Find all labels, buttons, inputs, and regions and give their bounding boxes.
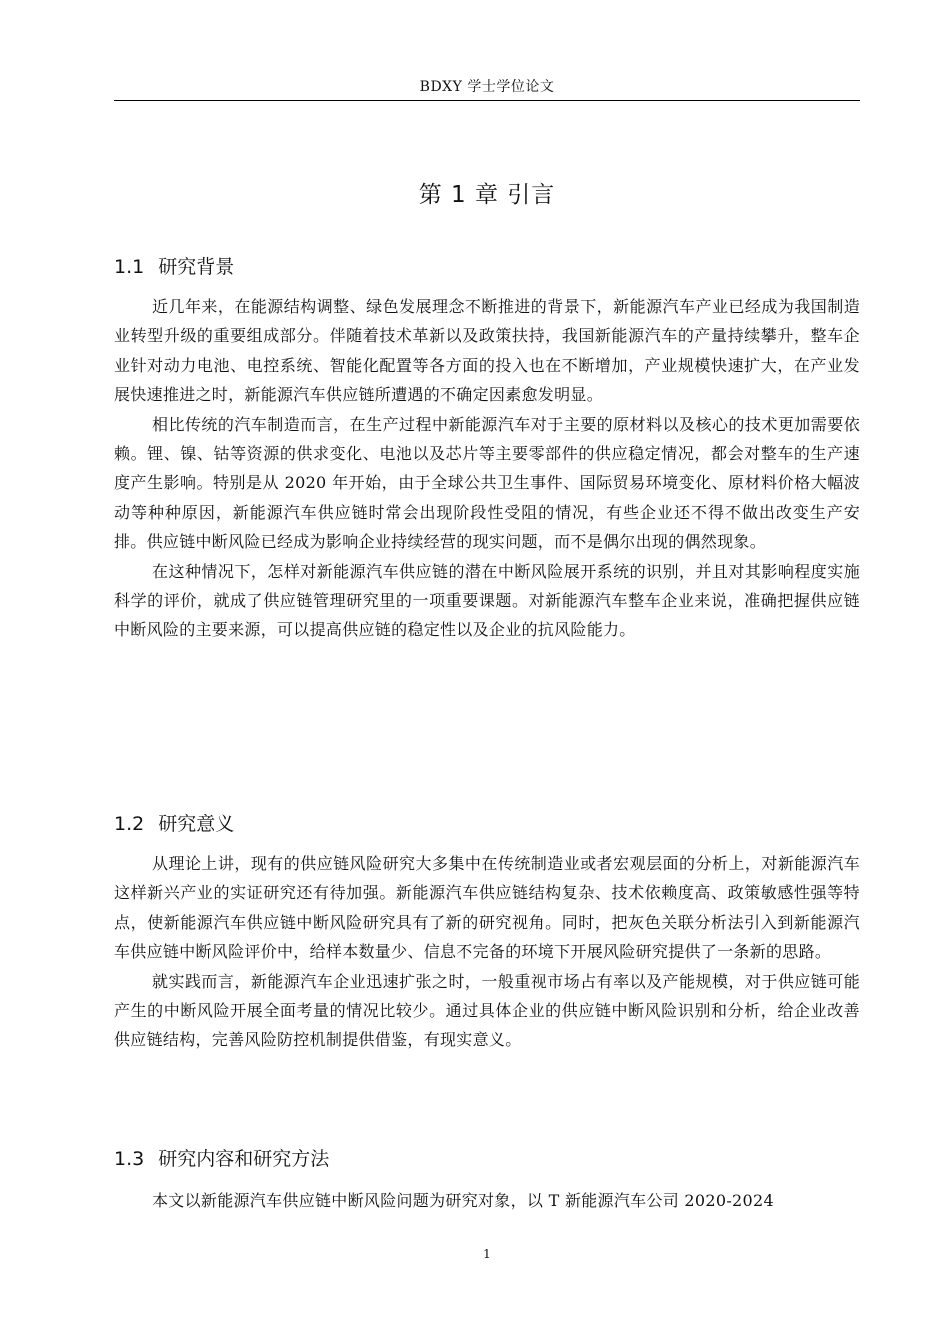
section-number: 1.1 (114, 256, 145, 278)
paragraph: 近几年来，在能源结构调整、绿色发展理念不断推进的背景下，新能源汽车产业已经成为我国制造业转型升级的重要组成部分。伴随着技术革新以及政策扶持，我国新能源汽车的产量持续攀升，整车企业针对动力电池、电控系统、智能化配置等各方面的投入也在不断增加，产业规模快速扩大，在产业发展快速推进之时，新能源汽车供应链所遭遇的不确定因素愈发明显。 (114, 297, 860, 405)
section-heading-1-2 (114, 811, 234, 837)
page-number: 1 (483, 1247, 491, 1261)
running-header: BDXY 学士学位论文 (419, 79, 555, 95)
section-number: 1.3 (114, 1148, 145, 1170)
paragraph: 相比传统的汽车制造而言，在生产过程中新能源汽车对于主要的原材料以及核心的技术更加需要依赖。锂、镍、钴等资源的供求变化、电池以及芯片等主要零部件的供应稳定情况，都会对整车的生产速度产生影响。特别是从 2020 年开始，由于全球公共卫生事件、国际贸易环境变化、原材料价格大幅波动等种种原因，新能源汽车供应链时常会出现阶段性受阻的情况，有些企业还不得不做出改变生产安排。供应链中断风险已经成为影响企业持续经营的现实问题，而不是偶尔出现的偶然现象。 (114, 414, 860, 552)
section-title: 研究背景 (158, 256, 235, 278)
section-title: 研究意义 (158, 813, 235, 835)
section-body-1-1 (114, 292, 860, 645)
paragraph: 从理论上讲，现有的供应链风险研究大多集中在传统制造业或者宏观层面的分析上，对新能源汽车这样新兴产业的实证研究还有待加强。新能源汽车供应链结构复杂、技术依赖度高、政策敏感性强等特点，使新能源汽车供应链中断风险研究具有了新的研究视角。同时，把灰色关联分析法引入到新能源汽车供应链中断风险评价中，给样本数量少、信息不完备的环境下开展风险研究提供了一条新的思路。 (114, 854, 860, 962)
paragraph: 在这种情况下，怎样对新能源汽车供应链的潜在中断风险展开系统的识别，并且对其影响程度实施科学的评价，就成了供应链管理研究里的一项重要课题。对新能源汽车整车企业来说，准确把握供应链中断风险的主要来源，可以提高供应链的稳定性以及企业的抗风险能力。 (114, 561, 860, 640)
header-divider (114, 100, 860, 101)
paragraph: 本文以新能源汽车供应链中断风险问题为研究对象，以 T 新能源汽车公司 2020-2024 (152, 1191, 774, 1210)
paragraph: 就实践而言，新能源汽车企业迅速扩张之时，一般重视市场占有率以及产能规模，对于供应链可能产生的中断风险开展全面考量的情况比较少。通过具体企业的供应链中断风险识别和分析，给企业改善供应链结构，完善风险防控机制提供借鉴，有现实意义。 (114, 971, 860, 1050)
section-body-1-3 (114, 1186, 860, 1215)
section-title: 研究内容和研究方法 (158, 1148, 330, 1170)
section-heading-1-3 (114, 1146, 329, 1172)
section-heading-1-1 (114, 254, 234, 280)
section-body-1-2 (114, 849, 860, 1055)
section-number: 1.2 (114, 813, 145, 835)
chapter-title: 第 1 章 引言 (418, 182, 556, 208)
